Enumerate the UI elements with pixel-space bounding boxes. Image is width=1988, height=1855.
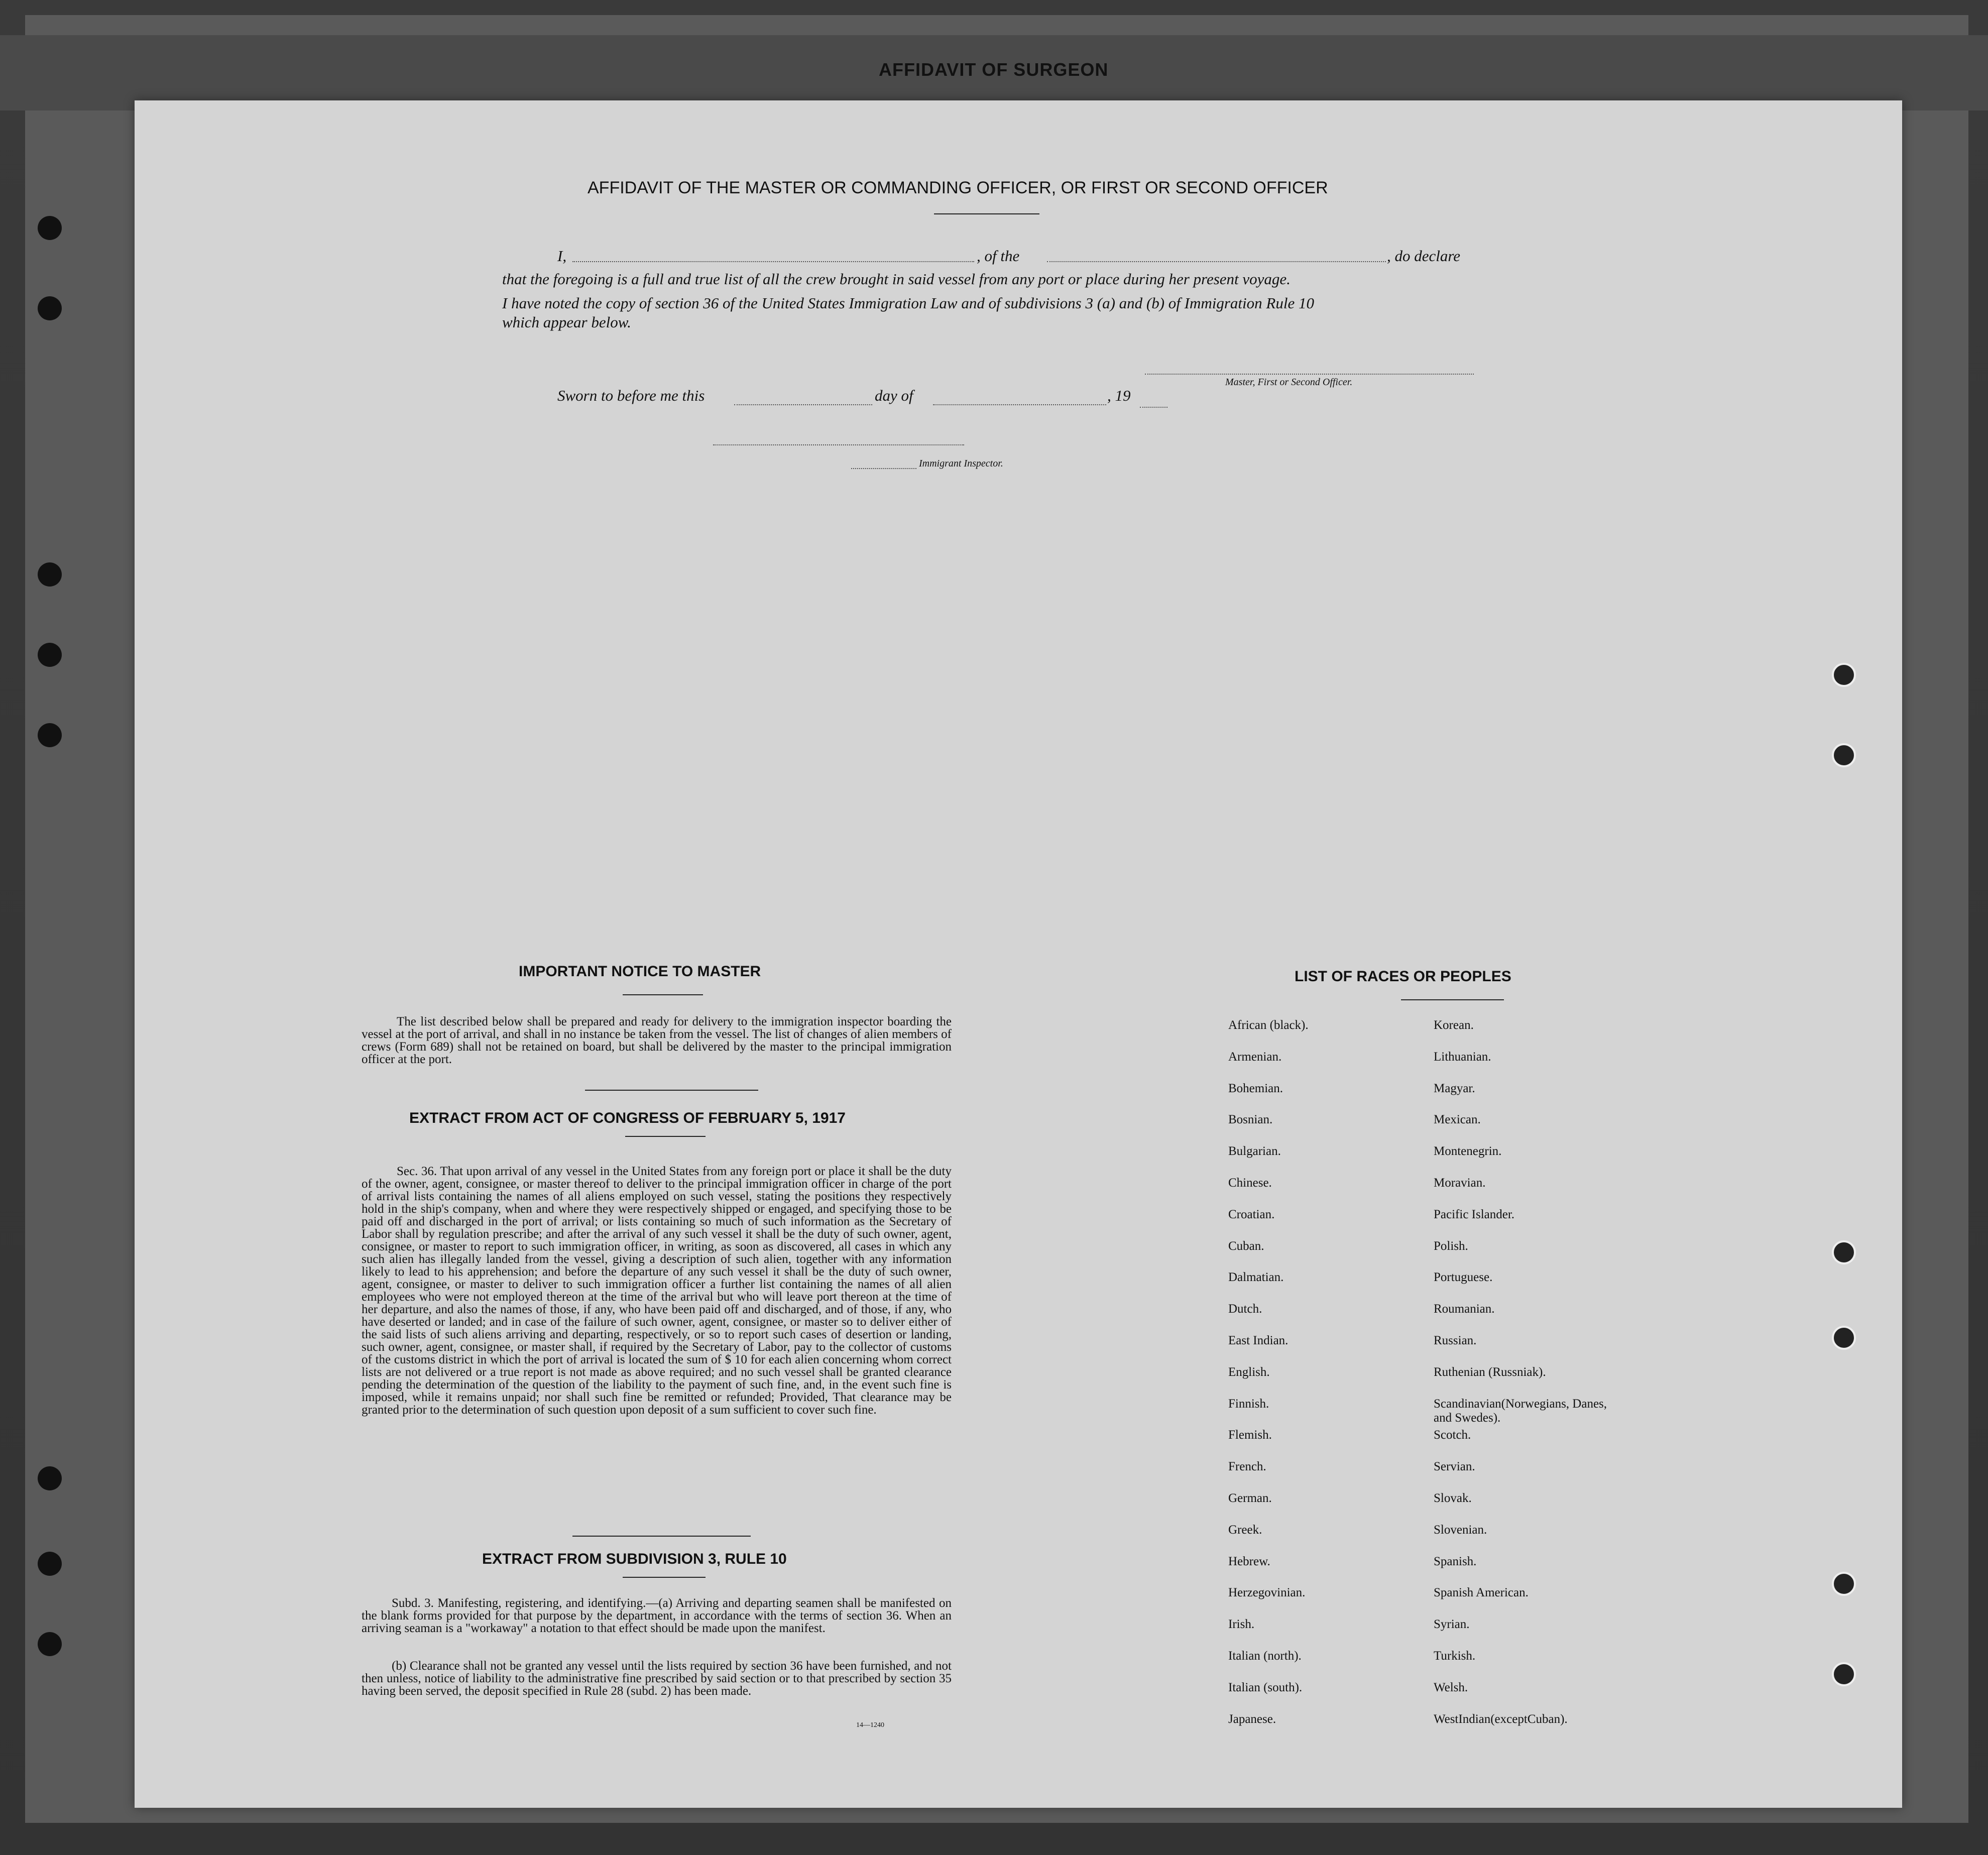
race-item: Scandinavian(Norwegians, Danes, and Swedes). (1434, 1397, 1607, 1425)
sworn-year-field[interactable] (1140, 407, 1167, 408)
binder-hole-icon (38, 1552, 62, 1576)
sworn-day-field[interactable] (734, 404, 872, 405)
races-list-column-2 (1434, 1018, 1624, 1744)
notice-body: The list described below shall be prepared and ready for delivery to the immigration inspector boarding the vessel at the port of arrival, and shall in no instance be taken from the vessel. The list of changes of alien members of crews (Form 689) shall not be retained on board, but shall be delivered by the master to the principal immigration officer at the port. (362, 1015, 952, 1066)
inspector-signature-field[interactable] (713, 444, 964, 445)
rule-extract-title: EXTRACT FROM SUBDIVISION 3, RULE 10 (482, 1551, 787, 1567)
act-extract-title: EXTRACT FROM ACT OF CONGRESS OF FEBRUARY 5, 1917 (409, 1110, 846, 1126)
punch-hole-icon (1832, 1240, 1856, 1264)
binder-hole-icon (38, 296, 62, 320)
punch-hole-icon (1832, 1326, 1856, 1350)
notice-title: IMPORTANT NOTICE TO MASTER (519, 963, 761, 980)
race-item: Turkish. (1434, 1649, 1476, 1663)
races-underline (1401, 999, 1504, 1000)
race-item: Ruthenian (Russniak). (1434, 1365, 1546, 1379)
declare-suffix: , do declare (1387, 247, 1461, 265)
header-strip-label: AFFIDAVIT OF SURGEON (879, 59, 1109, 80)
rule-extract-body-b: (b) Clearance shall not be granted any vessel until the lists required by section 36 have been furnished, and not then unless, notice of liability to the administrative fine prescribed by said section or to that prescribed by section 35 having been served, the deposit specified in Rule 28 (subd. 2) has been made. (362, 1659, 952, 1698)
race-item: Mexican. (1434, 1113, 1481, 1127)
race-item: Portuguese. (1434, 1270, 1493, 1285)
race-item: Welsh. (1434, 1680, 1468, 1694)
form-sheet (135, 100, 1902, 1808)
race-item: African (black). (1228, 1018, 1309, 1032)
inspector-label: Immigrant Inspector. (919, 458, 1003, 469)
notice-underline (623, 994, 703, 995)
races-list-column-1 (1228, 1018, 1419, 1744)
race-item: Greek. (1228, 1523, 1262, 1537)
title-underline (934, 213, 1039, 214)
race-item: Servian. (1434, 1460, 1475, 1474)
binder-hole-icon (38, 723, 62, 747)
race-item: Herzegovinian. (1228, 1586, 1306, 1600)
race-item: Korean. (1434, 1018, 1474, 1032)
binder-hole-icon (38, 643, 62, 667)
race-item: Roumanian. (1434, 1302, 1495, 1316)
binder-hole-icon (38, 216, 62, 240)
race-item: Hebrew. (1228, 1554, 1270, 1568)
race-item: Finnish. (1228, 1397, 1269, 1411)
master-signature-field[interactable] (1145, 374, 1474, 375)
act-underline (625, 1136, 706, 1137)
race-item: Polish. (1434, 1239, 1468, 1253)
race-item: Armenian. (1228, 1050, 1282, 1064)
race-item: Russian. (1434, 1333, 1477, 1347)
race-item: Italian (north). (1228, 1649, 1302, 1663)
race-item: Moravian. (1434, 1176, 1486, 1190)
vessel-prefix: , of the (977, 247, 1020, 265)
vessel-name-field[interactable] (1047, 261, 1386, 262)
sworn-day-label: day of (875, 387, 913, 404)
race-item: Syrian. (1434, 1617, 1470, 1632)
race-item: Cuban. (1228, 1239, 1264, 1253)
master-signature-label: Master, First or Second Officer. (1225, 377, 1353, 388)
sworn-prefix: Sworn to before me this (557, 387, 705, 404)
race-item: Bohemian. (1228, 1081, 1283, 1095)
affidavit-title: AFFIDAVIT OF THE MASTER OR COMMANDING OFFICER, OR FIRST OR SECOND OFFICER (588, 178, 1328, 197)
race-item: Bulgarian. (1228, 1144, 1281, 1158)
affidavit-statement-1: that the foregoing is a full and true list of all the crew brought in said vessel from any port or place during her present voyage. (502, 270, 1291, 288)
sworn-month-field[interactable] (933, 404, 1106, 405)
race-item: Slovenian. (1434, 1523, 1487, 1537)
declarant-prefix: I, (557, 247, 567, 265)
race-item: Italian (south). (1228, 1680, 1303, 1694)
binder-hole-icon (38, 562, 62, 587)
race-item: Japanese. (1228, 1712, 1276, 1726)
race-item: German. (1228, 1491, 1272, 1505)
affidavit-statement-2: I have noted the copy of section 36 of the United States Immigration Law and of subdivisions 3 (a) and (b) of Immigration Rule 10 (502, 294, 1314, 312)
race-item: Pacific Islander. (1434, 1207, 1515, 1221)
race-item: Dalmatian. (1228, 1270, 1284, 1285)
rule-extract-body-a: Subd. 3. Manifesting, registering, and identifying.—(a) Arriving and departing seamen shall be manifested on the blank forms provided for that purpose by the department, in accordance with the terms of section 36. When an arriving seaman is a "workaway" a notation to that effect should be made upon the manifest. (362, 1596, 952, 1635)
race-item: WestIndian(exceptCuban). (1434, 1712, 1568, 1726)
binder-hole-icon (38, 1466, 62, 1490)
sworn-year-label: , 19 (1107, 387, 1131, 404)
form-number: 14—1240 (856, 1721, 884, 1729)
race-item: Scotch. (1434, 1428, 1471, 1442)
race-item: Slovak. (1434, 1491, 1472, 1505)
affidavit-statement-3: which appear below. (502, 313, 631, 331)
race-item: Dutch. (1228, 1302, 1262, 1316)
race-item: Spanish. (1434, 1554, 1477, 1568)
race-item: Bosnian. (1228, 1113, 1273, 1127)
punch-hole-icon (1832, 663, 1856, 687)
race-item: Spanish American. (1434, 1586, 1529, 1600)
declarant-name-field[interactable] (572, 261, 974, 262)
race-item: East Indian. (1228, 1333, 1289, 1347)
race-item: Irish. (1228, 1617, 1255, 1632)
race-item: Flemish. (1228, 1428, 1272, 1442)
race-item: Chinese. (1228, 1176, 1272, 1190)
punch-hole-icon (1832, 743, 1856, 767)
act-extract-body: Sec. 36. That upon arrival of any vessel in the United States from any foreign port or place it shall be the duty of the owner, agent, consignee, or master thereof to deliver to the principal immigration officer in charge of the port of arrival lists containing the names of all aliens employed on such vessel, stating the positions they respectively hold in the ship's company, when and where they were respectively shipped or engaged, and specifying those to be paid off and discharged in the port of arrival; or lists containing so much of such information as the Secretary of Labor shall by regulation prescribe; and after the arrival of any such vessel it shall be the duty of such owner, agent, consignee, or master to report to such immigration officer, in writing, as soon as discovered, all cases in which any such alien has illegally landed from the vessel, giving a description of such alien, together with any information likely to lead to his apprehension; and before the departure of any such vessel it shall be the duty of such owner, agent, consignee, or master to deliver to such immigration officer a further list containing the names of all alien employees who were not employed thereon at the time of the arrival but who will leave port thereon at the time of her departure, and also the names of those, if any, who have been paid off and discharged, and of those, if any, who have deserted or landed; and in case of the failure of such owner, agent, consignee, or master so to deliver either of the said lists of such aliens arriving and departing, respectively, or so to report such cases of desertion or landing, such owner, agent, consignee, or master shall, if required by the Secretary of Labor, pay to the collector of customs of the customs district in which the port of arrival is located the sum of $ 10 for each alien concerning whom correct lists are not delivered or a true report is not made as above required; and no such vessel shall be granted clearance pending the determination of the question of the liability to the payment of such fine, and, in the event such fine is imposed, while it remains unpaid; nor shall such fine be remitted or refunded; Provided, That clearance may be granted prior to the determination of such question upon deposit of a sum sufficient to cover such fine. (362, 1165, 952, 1417)
punch-hole-icon (1832, 1572, 1856, 1596)
race-item: Lithuanian. (1434, 1050, 1491, 1064)
race-item: English. (1228, 1365, 1270, 1379)
binder-hole-icon (38, 1632, 62, 1656)
section-divider (585, 1090, 758, 1091)
race-item: Croatian. (1228, 1207, 1275, 1221)
race-item: Magyar. (1434, 1081, 1475, 1095)
race-item: Montenegrin. (1434, 1144, 1502, 1158)
section-divider (572, 1536, 751, 1537)
punch-hole-icon (1832, 1662, 1856, 1686)
races-title: LIST OF RACES OR PEOPLES (1295, 968, 1511, 985)
inspector-leader-dots (851, 468, 916, 469)
rule-underline (623, 1577, 706, 1578)
race-item: French. (1228, 1460, 1266, 1474)
